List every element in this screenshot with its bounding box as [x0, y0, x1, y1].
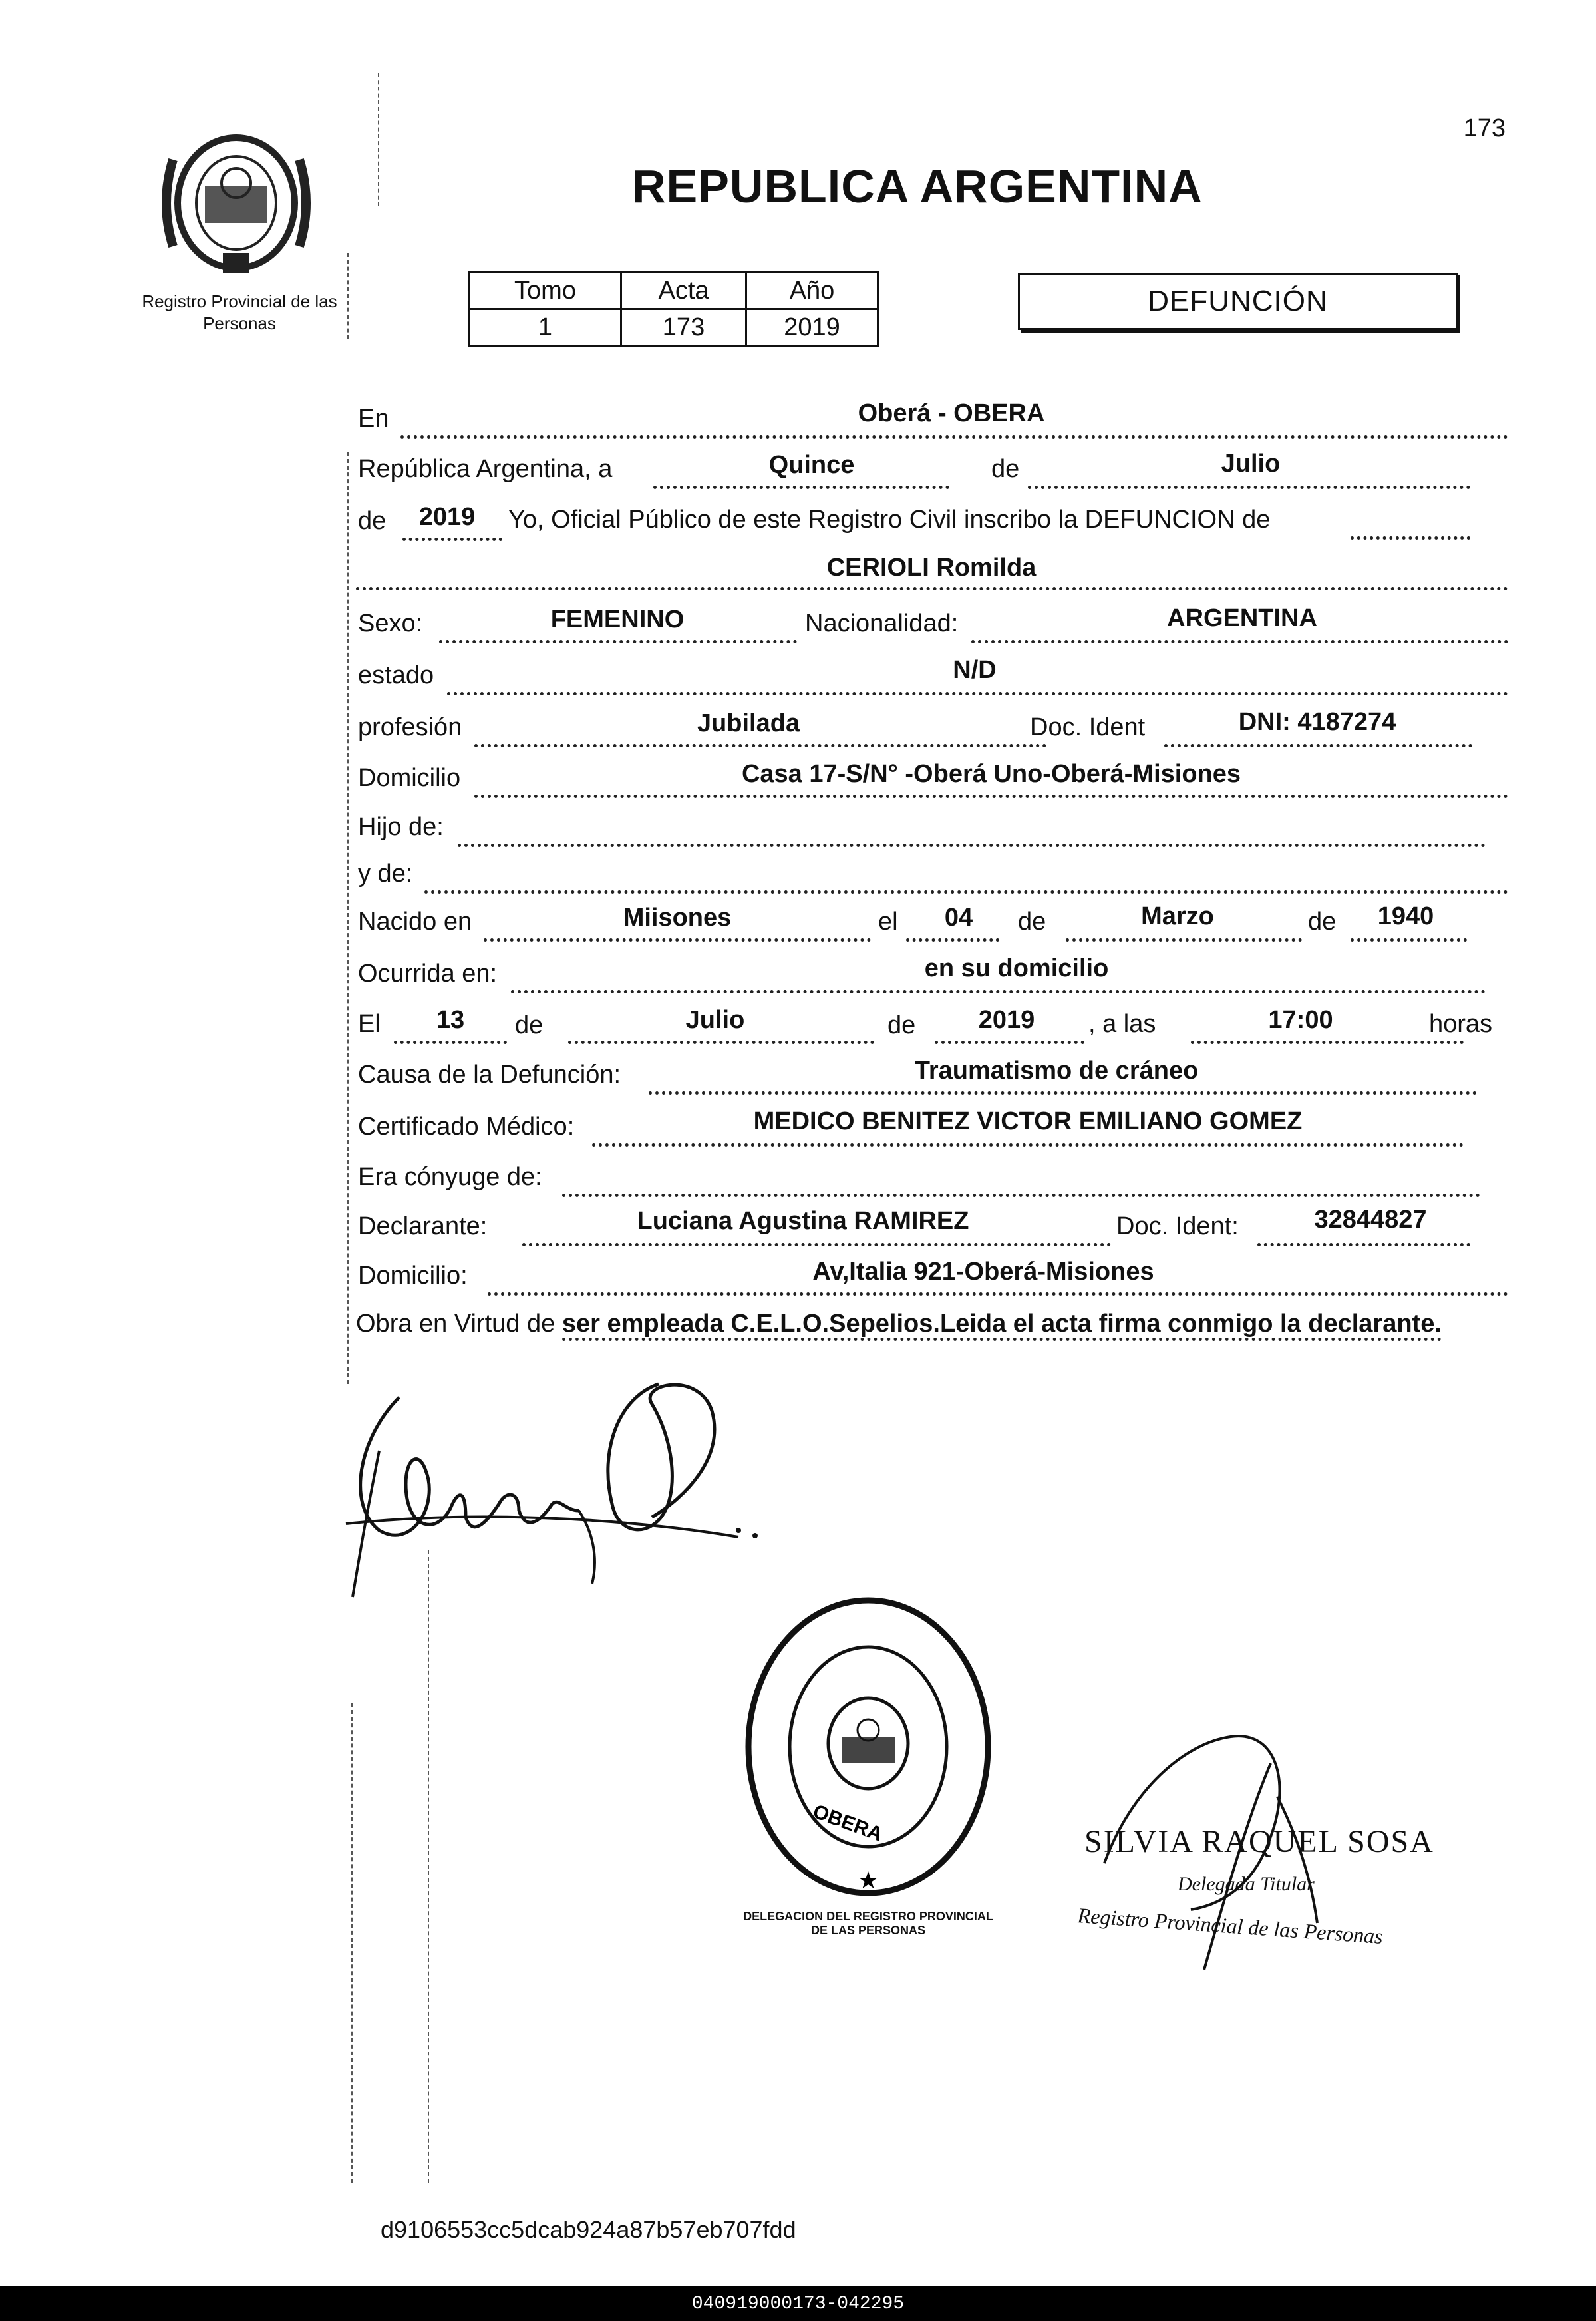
de-label: de [1018, 908, 1046, 936]
place-value: Oberá - OBERA [858, 399, 1045, 427]
birth-place: Miisones [623, 904, 732, 932]
dotted-line [1164, 744, 1472, 747]
doc-ident-label: Doc. Ident [1030, 713, 1146, 741]
dotted-line [439, 640, 797, 643]
causa-label: Causa de la Defunción: [358, 1061, 621, 1089]
record-type-box: DEFUNCIÓN [1018, 273, 1458, 330]
dotted-line [522, 1243, 1111, 1246]
dotted-line [653, 486, 949, 489]
de-label: de [515, 1011, 544, 1039]
stamp-inner-text: OBERA [810, 1800, 885, 1846]
dotted-line [394, 1041, 507, 1044]
dotted-line [1351, 536, 1470, 540]
barcode-footer: 040919000173-042295 [0, 2286, 1596, 2321]
dotted-line [1351, 938, 1467, 942]
dotted-line [474, 744, 1046, 747]
dotted-line [474, 795, 1508, 798]
de-label: de [1308, 908, 1337, 936]
ocurrida-label: Ocurrida en: [358, 960, 498, 987]
page-number: 173 [1463, 114, 1506, 142]
death-day: 13 [436, 1006, 465, 1034]
obra-paragraph [356, 1306, 1507, 1342]
domicilio-label: Domicilio: [358, 1262, 468, 1290]
dotted-line [935, 1041, 1084, 1044]
de-label: de [887, 1011, 916, 1039]
dotted-line [1066, 938, 1302, 942]
hijo-de-label: Hijo de: [358, 813, 444, 841]
death-time: 17:00 [1268, 1006, 1333, 1034]
dotted-line [488, 1292, 1508, 1296]
official-stamp [738, 1590, 998, 1903]
provincia-misiones-logo [153, 120, 319, 286]
acta-value: 173 [621, 309, 746, 346]
declarante-doc: 32844827 [1314, 1206, 1427, 1234]
dotted-line [562, 1194, 1480, 1197]
dotted-line [1257, 1243, 1470, 1246]
dotted-line [447, 692, 1508, 695]
sexo-value: FEMENINO [550, 606, 685, 633]
stamp-outer-text: DELEGACION DEL REGISTRO PROVINCIAL DE LAS PERSONAS [743, 1910, 993, 1937]
doc-ident-label: Doc. Ident: [1116, 1212, 1239, 1240]
sexo-label: Sexo: [358, 610, 423, 637]
year-value: 2019 [418, 503, 476, 531]
tomo-header: Tomo [470, 273, 621, 309]
signer-name: SILVIA RAQUEL SOSA [1084, 1824, 1434, 1859]
obra-value: ser empleada C.E.L.O.Sepelios.Leida el acta firma conmigo la declarante. [562, 1310, 1442, 1341]
en-label: En [358, 405, 389, 433]
estado-value: N/D [953, 656, 997, 684]
anio-value: 2019 [746, 309, 878, 346]
document-hash: d9106553cc5dcab924a87b57eb707fdd [381, 2216, 796, 2243]
day-value: Quince [768, 451, 855, 479]
dotted-line [424, 890, 1508, 894]
declarante-value: Luciana Agustina RAMIREZ [637, 1207, 969, 1235]
horas-label: horas [1429, 1010, 1493, 1038]
svg-text:★: ★ [857, 1867, 879, 1894]
a-las-label: , a las [1088, 1010, 1156, 1038]
dotted-line [458, 844, 1486, 847]
domicilio-value: Casa 17-S/N° -Oberá Uno-Oberá-Misiones [741, 760, 1241, 788]
dotted-line [402, 538, 502, 541]
el-label: El [358, 1010, 381, 1038]
month-value: Julio [1221, 450, 1281, 478]
death-year: 2019 [978, 1006, 1035, 1034]
dni-value: DNI: 4187274 [1238, 708, 1396, 736]
dotted-line [356, 587, 1508, 590]
dotted-line [568, 1041, 874, 1044]
dotted-line [906, 938, 999, 942]
document-title: REPUBLICA ARGENTINA [632, 160, 1203, 212]
el-label: el [878, 908, 898, 936]
birth-year: 1940 [1377, 902, 1434, 930]
acta-header: Acta [621, 273, 746, 309]
birth-day: 04 [944, 904, 973, 932]
tomo-value: 1 [470, 309, 621, 346]
profesion-value: Jubilada [697, 709, 800, 737]
de-label: de [358, 507, 387, 535]
signer-organization: Registro Provincial de las Personas [1076, 1903, 1384, 1949]
deceased-name: CERIOLI Romilda [826, 554, 1037, 582]
nacido-label: Nacido en [358, 908, 472, 936]
dotted-line [484, 938, 871, 942]
obra-prefix: Obra en Virtud de [356, 1310, 556, 1338]
conyuge-label: Era cónyuge de: [358, 1163, 542, 1191]
certificado-label: Certificado Médico: [358, 1113, 575, 1141]
birth-month: Marzo [1141, 902, 1214, 930]
profesion-label: profesión [358, 713, 462, 741]
dotted-line [1191, 1041, 1464, 1044]
y-de-label: y de: [358, 860, 413, 888]
certificado-value: MEDICO BENITEZ VICTOR EMILIANO GOMEZ [753, 1107, 1303, 1135]
republica-label: República Argentina, a [358, 455, 613, 483]
dotted-line [592, 1143, 1464, 1147]
dotted-line [1028, 486, 1470, 489]
anio-header: Año [746, 273, 878, 309]
dotted-line [971, 640, 1508, 643]
dotted-line [400, 435, 1508, 439]
signer-role: Delegada Titular [1178, 1873, 1315, 1895]
declarante-label: Declarante: [358, 1212, 488, 1240]
nacionalidad-value: ARGENTINA [1167, 604, 1317, 632]
register-table [468, 271, 879, 347]
ocurrida-value: en su domicilio [924, 954, 1109, 982]
estado-label: estado [358, 661, 434, 689]
registry-name: Registro Provincial de las Personas [142, 291, 337, 333]
dotted-line [511, 990, 1486, 993]
causa-value: Traumatismo de cráneo [914, 1057, 1199, 1085]
nacionalidad-label: Nacionalidad: [805, 610, 959, 637]
dotted-line [649, 1091, 1477, 1095]
death-month: Julio [685, 1006, 745, 1034]
domicilio-label: Domicilio [358, 764, 461, 792]
domicilio-declarante: Av,Italia 921-Oberá-Misiones [812, 1258, 1154, 1286]
de-label: de [991, 455, 1020, 483]
inscription-text: Yo, Oficial Público de este Registro Civil inscribo la DEFUNCION de [508, 506, 1271, 534]
declarant-signature [339, 1357, 778, 1610]
